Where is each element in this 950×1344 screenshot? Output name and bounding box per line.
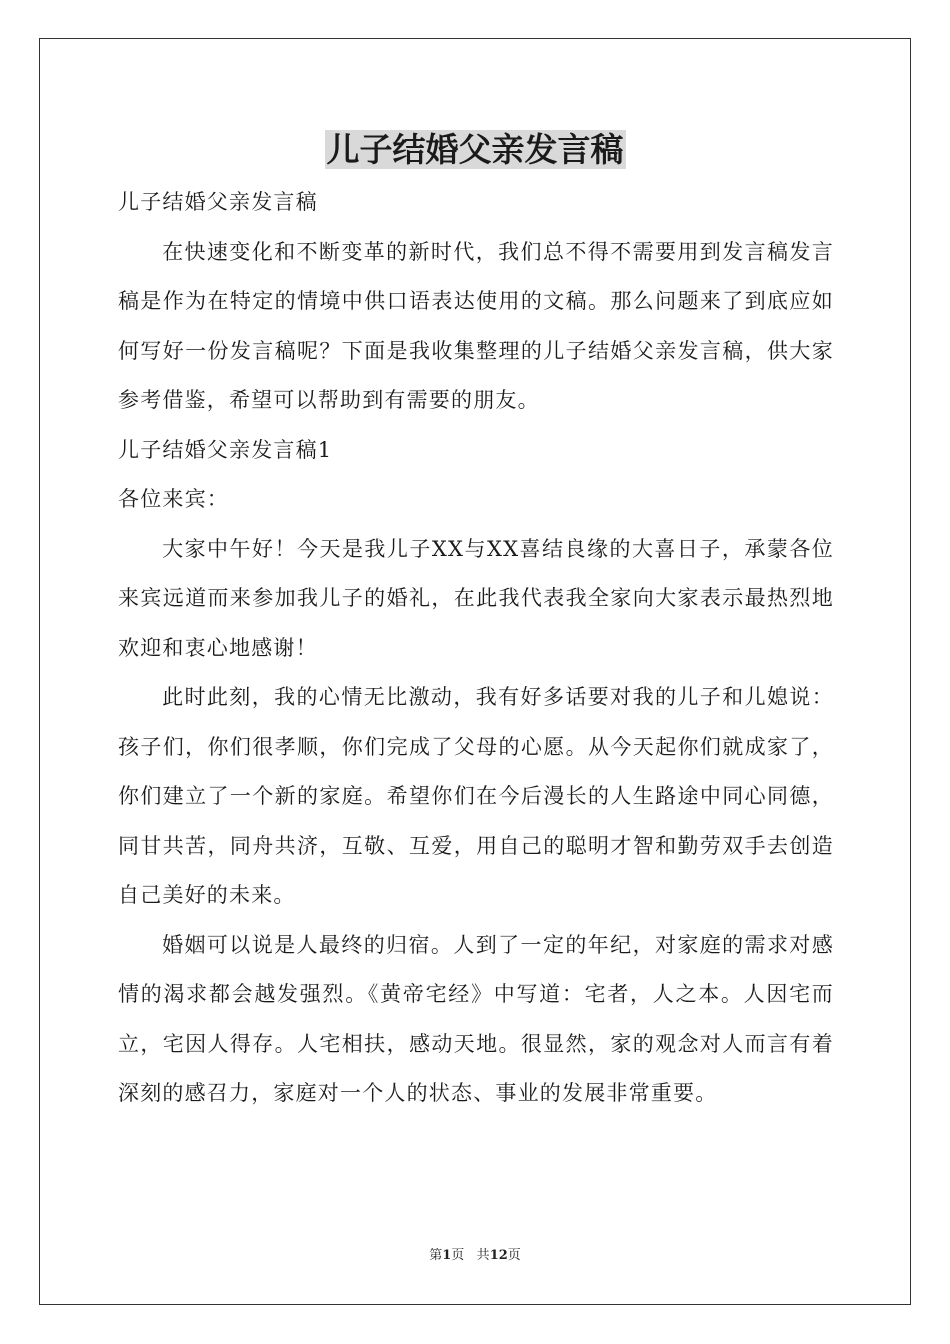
- paragraph: 在快速变化和不断变革的新时代，我们总不得不需要用到发言稿发言稿是作为在特定的情境中供口语表达使用的文稿。那么问题来了到底应如何写好一份发言稿呢？下面是我收集整理的儿子结婚父亲发言稿，供大家参考借鉴，希望可以帮助到有需要的朋友。: [118, 239, 834, 412]
- page-total: 12: [489, 1248, 508, 1263]
- document-title-text: 儿子结婚父亲发言稿: [326, 130, 624, 169]
- paragraph: 儿子结婚父亲发言稿: [118, 190, 318, 214]
- paragraph: 婚姻可以说是人最终的归宿。人到了一定的年纪，对家庭的需求对感情的渴求都会越发强烈。《黄帝宅经》中写道：宅者，人之本。人因宅而立，宅因人得存。人宅相扶，感动天地。很显然，家的观念对人而言有着深刻的感召力，家庭对一个人的状态、事业的发展非常重要。: [118, 932, 834, 1105]
- paragraph: 大家中午好！今天是我儿子XX与XX喜结良缘的大喜日子，承蒙各位来宾远道而来参加我儿子的婚礼，在此我代表我全家向大家表示最热烈地欢迎和衷心地感谢！: [118, 536, 834, 660]
- paragraph: 儿子结婚父亲发言稿1: [118, 437, 333, 462]
- page-suffix: 页: [451, 1248, 465, 1263]
- document-title: [0, 128, 950, 172]
- page-prefix: 第: [429, 1248, 443, 1263]
- page-current: 1: [442, 1248, 452, 1263]
- total-suffix: 页: [507, 1248, 521, 1263]
- total-prefix: 共: [476, 1248, 490, 1263]
- paragraph: 此时此刻，我的心情无比激动，我有好多话要对我的儿子和儿媳说：孩子们，你们很孝顺，你们完成了父母的心愿。从今天起你们就成家了，你们建立了一个新的家庭。希望你们在今后漫长的人生路途中同心同德，同甘共苦，同舟共济，互敬、互爱，用自己的聪明才智和勤劳双手去创造自己美好的未来。: [118, 685, 834, 907]
- page-footer: [0, 1247, 950, 1265]
- document-body: [118, 178, 834, 1119]
- paragraph: 各位来宾：: [118, 487, 229, 511]
